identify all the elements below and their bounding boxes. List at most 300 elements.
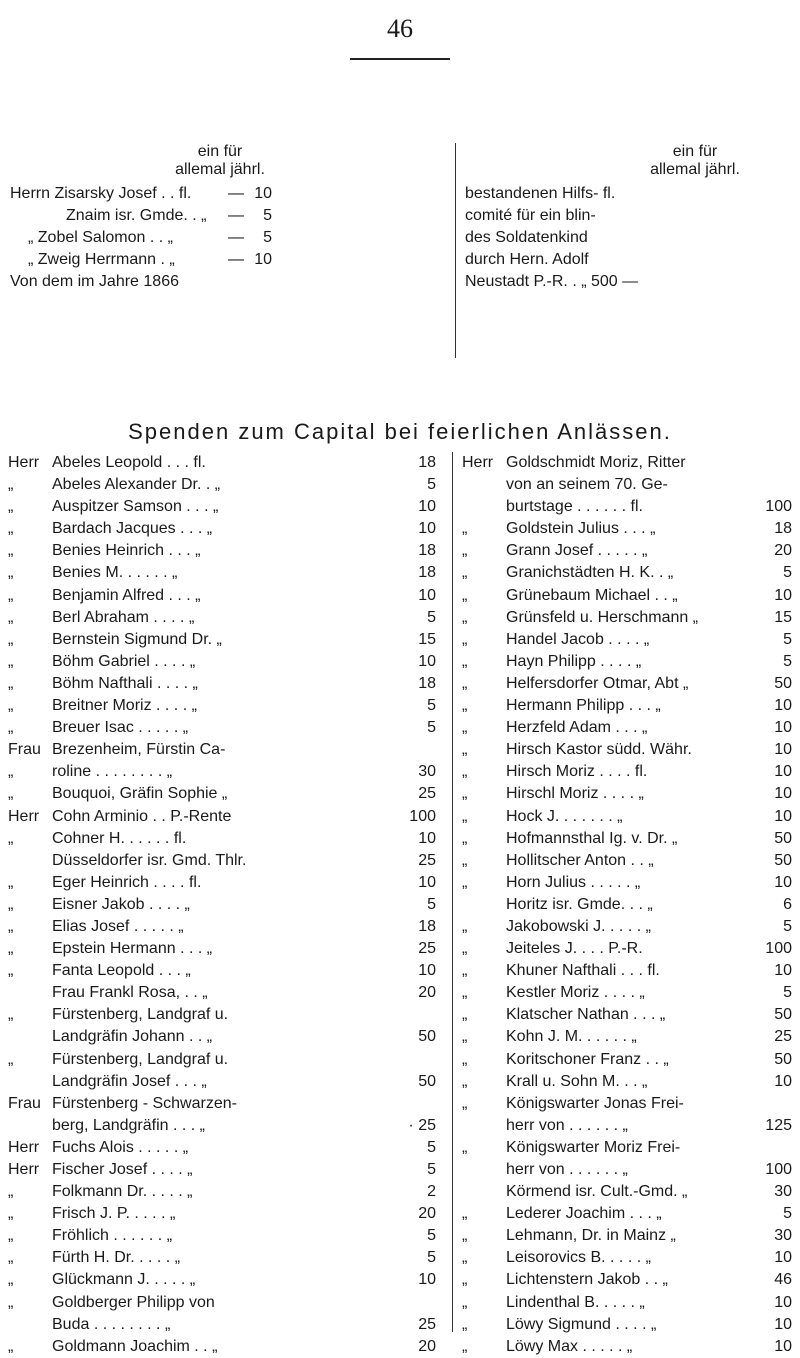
entry-name: Epstein Hermann . . . „ [52,940,213,958]
entry-prefix: „ [462,652,468,670]
entry-name: Goldschmidt Moriz, Ritter [506,454,686,471]
column-divider [452,452,453,1332]
entry-name: Fuchs Alois . . . . . „ [52,1138,189,1156]
entry-amount: 5 [783,917,792,935]
entry-amount: 18 [418,917,436,935]
entry-name: Buda . . . . . . . . „ [52,1315,171,1333]
donor-entry [462,717,796,739]
entry-name: herr von . . . . . . „ [506,1116,628,1134]
entry-name: Glückmann J. . . . . „ [52,1271,196,1289]
entry-amount: 5 [427,1138,436,1156]
top-right-line: durch Hern. Adolf [465,251,589,268]
top-left-row [10,271,450,293]
donor-entry [462,518,796,540]
entry-name: Hayn Philipp . . . . „ [506,652,642,670]
entry-amount: 25 [418,940,436,958]
entry-name: Frau Frankl Rosa, . . „ [52,984,208,1002]
entry-name: Löwy Max . . . . . „ [506,1337,633,1355]
entry-prefix: „ [462,1072,468,1090]
entry-amount: 10 [774,962,792,980]
entry-amount: 10 [774,586,792,604]
entry-amount: 18 [418,564,436,582]
right-header-line-2: allemal jährl. [650,161,740,178]
entry-name: Benies M. . . . . . „ [52,564,178,582]
entry-amount: 18 [418,542,436,560]
entry-amount: 10 [418,652,436,670]
entry-name: Fischer Josef . . . . „ [52,1161,193,1178]
donor-entry [8,1026,440,1048]
donor-entry [8,607,440,629]
donor-entry [462,607,796,629]
donor-entry [8,1159,440,1181]
entry-amount: 5 [427,476,436,494]
donor-entry [8,673,440,695]
donor-entry [462,783,796,805]
donor-entry [462,1026,796,1048]
top-left-row [10,205,450,227]
entry-name: Lehmann, Dr. in Mainz „ [506,1227,676,1245]
donor-entry [8,1225,440,1247]
donor-entry [8,1181,440,1203]
donor-entry [8,783,440,805]
row-dash: — [228,207,244,224]
row-amount: 5 [263,229,272,246]
entry-prefix: „ [462,608,468,626]
donor-entry [462,1049,796,1071]
entry-amount: 10 [418,1271,436,1289]
entry-name: Hofmannsthal Ig. v. Dr. „ [506,829,678,847]
entry-name: Cohn Arminio . . P.-Rente [52,807,232,825]
entry-amount: 10 [418,498,436,516]
donor-entry [8,828,440,850]
entry-prefix: „ [462,763,468,781]
entry-name: Breuer Isac . . . . . „ [52,719,189,737]
entry-prefix: „ [8,1271,14,1289]
donor-entry [8,1115,440,1137]
donor-entry [462,761,796,783]
entry-name: Fröhlich . . . . . . „ [52,1227,173,1245]
donor-entry [8,1137,440,1159]
entry-amount: 10 [774,807,792,825]
donor-entry [8,1269,440,1291]
entry-name: Fanta Leopold . . . „ [52,962,191,980]
entry-amount: 25 [418,851,436,869]
top-column-divider [455,143,456,358]
entry-amount: 30 [774,1183,792,1201]
entry-name: Granichstädten H. K. . „ [506,564,674,582]
entry-prefix: „ [462,1205,468,1223]
entry-name: Kestler Moriz . . . . „ [506,984,645,1002]
entry-name: Berl Abraham . . . . „ [52,608,195,626]
entry-name: Hock J. . . . . . . „ [506,807,623,825]
entry-amount: 30 [774,1227,792,1245]
donor-entry [8,1071,440,1093]
row-dash: — [228,229,244,246]
entry-prefix: „ [8,498,14,516]
donor-entry [462,540,796,562]
entry-name: Landgräfin Johann . . „ [52,1028,213,1046]
entry-prefix: „ [8,1227,14,1245]
entry-prefix: „ [462,1094,468,1112]
entry-amount: 10 [418,586,436,604]
donor-entry [8,585,440,607]
entry-amount: 50 [774,1050,792,1068]
entry-amount: 5 [427,1249,436,1267]
donor-entry [8,518,440,540]
entry-amount: 10 [774,873,792,891]
entry-prefix: „ [462,1006,468,1024]
right-header [595,143,795,179]
donor-entry [462,806,796,828]
entry-prefix: Herr [462,454,494,471]
entry-name: Krall u. Sohn M. . . „ [506,1072,648,1090]
row-amount: 10 [254,185,272,202]
donor-entry [462,828,796,850]
entry-prefix: „ [462,917,468,935]
donor-entry [8,1203,440,1225]
donor-entry [462,474,796,496]
entry-prefix: „ [462,984,468,1002]
entry-name: Hirschl Moriz . . . . „ [506,785,644,803]
entry-name: Königswarter Moriz Frei- [506,1138,681,1156]
entry-amount: 50 [774,829,792,847]
donor-entry [8,982,440,1004]
row-name: Von dem im Jahre 1866 [10,273,179,290]
entry-name: Jeiteles J. . . . P.-R. [506,940,643,958]
entry-prefix: „ [8,1205,14,1223]
donor-entry [8,540,440,562]
row-amount: 10 [254,251,272,268]
donor-entry [8,717,440,739]
top-right-line: comité für ein blin- [465,207,596,224]
entry-prefix: „ [8,630,14,648]
entry-name: Lichtenstern Jakob . . „ [506,1271,668,1289]
entry-amount: 5 [783,1205,792,1223]
entry-name: Herzfeld Adam . . . „ [506,719,648,737]
entry-prefix: „ [462,829,468,847]
donor-entry [462,1336,796,1358]
donor-entry [462,1004,796,1026]
donor-entry [462,960,796,982]
donor-entry [8,1049,440,1071]
entry-prefix: „ [462,1050,468,1068]
entry-amount: 25 [418,785,436,803]
donor-entry [462,1269,796,1291]
entry-prefix: „ [8,652,14,670]
entry-name: Helfersdorfer Otmar, Abt „ [506,674,689,692]
entry-name: berg, Landgräfin . . . „ [52,1116,205,1134]
entry-name: Klatscher Nathan . . . „ [506,1006,666,1024]
row-name: Herrn Zisarsky Josef . . fl. [10,185,192,202]
entry-name: Fürth H. Dr. . . . . „ [52,1249,181,1267]
donor-entry [462,1203,796,1225]
donor-entry [462,452,796,474]
entry-name: Jakobowski J. . . . . „ [506,917,651,935]
donor-entry [462,695,796,717]
entry-prefix: „ [462,873,468,891]
donor-entry [462,872,796,894]
entry-prefix: Herr [8,454,40,471]
entry-prefix: „ [8,763,14,781]
entry-amount: 25 [418,1315,436,1333]
entry-prefix: „ [462,1337,468,1355]
entry-name: Lederer Joachim . . . „ [506,1205,662,1223]
entry-amount: 10 [774,763,792,781]
page-number: 46 [350,0,450,60]
entry-amount: 50 [418,1028,436,1046]
entry-prefix: „ [462,630,468,648]
top-right-line: Neustadt P.-R. . „ 500 — [465,273,639,290]
entry-amount: 5 [783,564,792,582]
donor-entry [462,894,796,916]
entry-amount: 10 [774,1249,792,1267]
entry-amount: 5 [427,697,436,715]
entry-prefix: „ [462,1293,468,1311]
entry-prefix: „ [462,674,468,692]
entry-prefix: „ [462,542,468,560]
donor-entry [8,629,440,651]
donor-entry [462,739,796,761]
entry-name: Benjamin Alfred . . . „ [52,586,201,604]
entry-prefix: „ [8,829,14,847]
entry-prefix: „ [462,520,468,538]
donor-entry [462,585,796,607]
donor-entry [462,850,796,872]
entry-amount: 100 [765,1161,792,1178]
entry-name: Grann Josef . . . . . „ [506,542,648,560]
donor-entry [8,1292,440,1314]
entry-amount: 5 [783,630,792,648]
entry-name: Bernstein Sigmund Dr. „ [52,630,222,648]
donor-entry [8,474,440,496]
entry-prefix: „ [8,1050,14,1068]
donor-entry [8,1247,440,1269]
entry-prefix: „ [8,1337,14,1355]
entry-name: Körmend isr. Cult.-Gmd. „ [506,1183,688,1201]
entry-name: Elias Josef . . . . . „ [52,917,184,935]
entry-name: Kohn J. M. . . . . . „ [506,1028,637,1046]
entry-name: Hermann Philipp . . . „ [506,697,661,715]
entry-name: Goldberger Philipp von [52,1293,215,1311]
entry-amount: 50 [418,1072,436,1090]
row-amount: 5 [263,207,272,224]
entry-prefix: Herr [8,1161,40,1178]
entry-prefix: „ [8,674,14,692]
entry-name: Cohner H. . . . . . fl. [52,829,187,847]
entry-prefix: „ [462,697,468,715]
entry-name: Frisch J. P. . . . . „ [52,1205,176,1223]
entry-name: Fürstenberg - Schwarzen- [52,1094,237,1112]
entry-prefix: Herr [8,1138,40,1156]
entry-name: Brezenheim, Fürstin Ca- [52,741,226,759]
donor-entry [462,496,796,518]
entry-prefix: „ [462,807,468,825]
donor-entry [8,695,440,717]
entry-amount: 100 [765,498,792,516]
entry-prefix: „ [462,940,468,958]
entry-amount: 5 [783,652,792,670]
entry-name: Khuner Nafthali . . . fl. [506,962,660,980]
donor-entry [8,960,440,982]
donor-entry [8,651,440,673]
entry-prefix: „ [462,1138,468,1156]
left-header [160,143,280,179]
entry-name: Horitz isr. Gmde. . . „ [506,895,653,913]
entry-name: Breitner Moriz . . . . „ [52,697,197,715]
entry-prefix: „ [462,1028,468,1046]
entry-name: Hollitscher Anton . . „ [506,851,654,869]
top-left-row [10,183,450,205]
entry-amount: 18 [774,520,792,538]
entry-name: Eisner Jakob . . . . „ [52,895,190,913]
donor-entry [462,673,796,695]
top-right-lines [465,183,795,293]
top-left-rows [10,183,450,293]
entry-amount: 10 [774,1072,792,1090]
entry-prefix: „ [8,1183,14,1201]
entry-prefix: „ [462,719,468,737]
entry-name: roline . . . . . . . . „ [52,763,173,781]
donor-entry [8,739,440,761]
entry-amount: 10 [774,1293,792,1311]
entry-name: Grünebaum Michael . . „ [506,586,678,604]
entry-prefix: „ [462,586,468,604]
donor-entry [8,496,440,518]
entry-amount: 25 [774,1028,792,1046]
entry-prefix: „ [462,851,468,869]
entry-amount: 5 [427,895,436,913]
donor-entry [8,894,440,916]
entry-amount: 6 [783,895,792,913]
entry-prefix: „ [8,476,14,494]
donor-entry [462,1225,796,1247]
donor-entry [8,1336,440,1358]
donor-entry [462,1314,796,1336]
entry-prefix: „ [462,1315,468,1333]
entry-amount: 5 [427,608,436,626]
entry-prefix: Herr [8,807,40,825]
donor-entry [462,1137,796,1159]
donor-entry [8,872,440,894]
entry-amount: 30 [418,763,436,781]
entry-name: Horn Julius . . . . . „ [506,873,641,891]
entry-amount: 10 [418,873,436,891]
entry-name: Bouquoi, Gräfin Sophie „ [52,785,228,803]
entry-name: Fürstenberg, Landgraf u. [52,1050,229,1068]
entry-prefix: „ [8,1249,14,1267]
entry-amount: 10 [774,785,792,803]
entry-amount: 10 [774,719,792,737]
entry-name: Landgräfin Josef . . . „ [52,1072,207,1090]
entry-prefix: „ [8,785,14,803]
entry-prefix: „ [8,940,14,958]
donor-entry [8,452,440,474]
entry-prefix: „ [8,719,14,737]
entry-name: Eger Heinrich . . . . fl. [52,873,202,891]
donor-entry [8,938,440,960]
donor-entry [8,562,440,584]
donor-entry [462,1071,796,1093]
entry-name: burtstage . . . . . . fl. [506,498,643,516]
entry-amount: 100 [765,940,792,958]
entry-name: Lindenthal B. . . . . „ [506,1293,645,1311]
right-header-line-1: ein für [672,143,718,160]
entry-prefix: „ [8,520,14,538]
entry-name: Abeles Alexander Dr. . „ [52,476,221,494]
section-title: Spenden zum Capital bei feierlichen Anlässen. [128,419,672,444]
entry-prefix: „ [8,895,14,913]
row-name: Znaim isr. Gmde. . „ [66,207,207,224]
entry-amount: 50 [774,851,792,869]
entry-amount: 10 [774,1315,792,1333]
left-donor-column [8,452,440,1358]
donor-entry [462,562,796,584]
entry-amount: 125 [765,1116,792,1134]
row-dash: — [228,251,244,268]
donor-entry [8,761,440,783]
entry-prefix: „ [462,1227,468,1245]
donor-entry [462,1181,796,1203]
entry-amount: 20 [774,542,792,560]
entry-amount: 10 [418,962,436,980]
entry-prefix: „ [8,586,14,604]
entry-amount: 5 [427,719,436,737]
row-name: „ Zobel Salomon . . „ [28,229,173,246]
entry-amount: 46 [774,1271,792,1289]
donor-entry [462,1093,796,1115]
donor-entry [462,982,796,1004]
row-name: „ Zweig Herrmann . „ [28,251,175,268]
top-left-row [10,249,450,271]
entry-name: Bardach Jacques . . . „ [52,520,213,538]
entry-name: Fürstenberg, Landgraf u. [52,1006,229,1024]
entry-amount: 20 [418,1337,436,1355]
donor-entry [462,1159,796,1181]
entry-prefix: „ [8,873,14,891]
donor-entry [462,1247,796,1269]
donor-entry [8,916,440,938]
donor-entry [462,629,796,651]
entry-name: Böhm Nafthali . . . . „ [52,674,198,692]
entry-prefix: „ [8,1293,14,1311]
top-left-row [10,227,450,249]
entry-prefix: „ [8,1006,14,1024]
entry-prefix: „ [8,697,14,715]
entry-name: herr von . . . . . . „ [506,1161,628,1178]
entry-name: Goldmann Joachim . . „ [52,1337,218,1355]
entry-name: Löwy Sigmund . . . . „ [506,1315,657,1333]
entry-prefix: „ [462,962,468,980]
entry-amount: 10 [774,741,792,759]
entry-amount: 5 [427,1227,436,1245]
donor-entry [8,850,440,872]
row-dash: — [228,185,244,202]
donor-entry [462,916,796,938]
entry-name: Koritschoner Franz . . „ [506,1050,669,1068]
entry-name: von an seinem 70. Ge- [506,476,668,494]
entry-amount: · 25 [408,1116,436,1134]
entry-amount: 20 [418,984,436,1002]
entry-amount: 10 [418,520,436,538]
entry-name: Benies Heinrich . . . „ [52,542,201,560]
entry-prefix: „ [462,785,468,803]
entry-amount: 10 [774,697,792,715]
entry-prefix: „ [462,564,468,582]
donor-entry [8,806,440,828]
entry-amount: 18 [418,674,436,692]
entry-amount: 100 [409,807,436,825]
donor-entry [462,1292,796,1314]
